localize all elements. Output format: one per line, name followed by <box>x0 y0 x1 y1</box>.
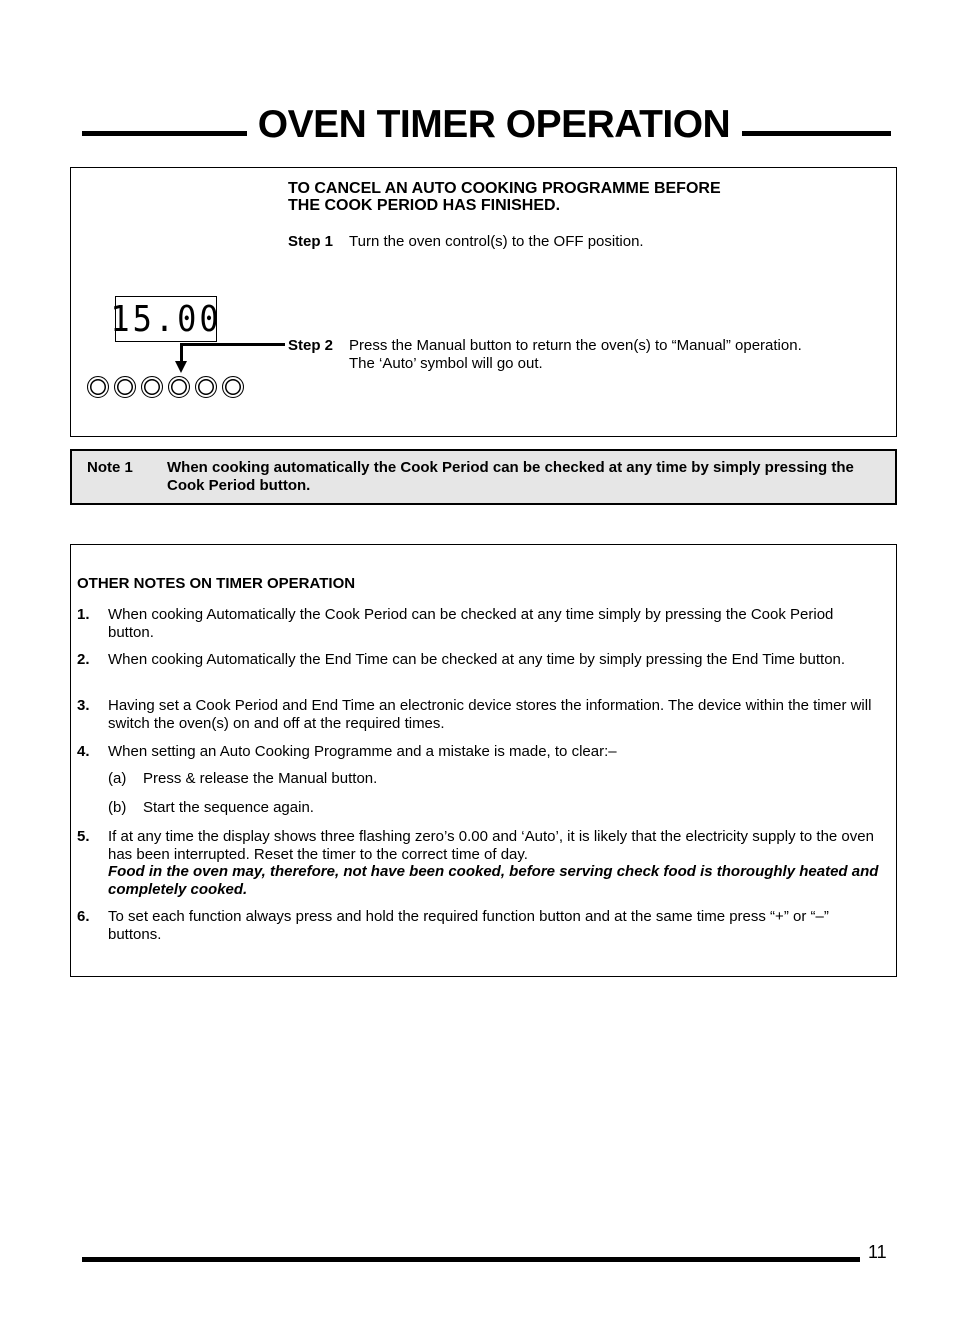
item-text: Having set a Cook Period and End Time an electronic device stores the information. The device within the timer will switch the oven(s) on and off at the required times. <box>108 697 872 732</box>
timer-button <box>114 376 136 398</box>
timer-display <box>110 296 222 342</box>
sub-item-letter: (b) <box>108 799 127 816</box>
title-rule-left <box>82 131 247 136</box>
timer-button <box>141 376 163 398</box>
timer-buttons <box>87 376 244 398</box>
cancel-heading <box>288 180 808 214</box>
item-text-main: If at any time the display shows three flashing zero’s 0.00 and ‘Auto’, it is likely that the electricity supply to the oven has been interrupted. Reset the timer to the correct time of day. <box>108 828 874 863</box>
cancel-programme-panel <box>70 167 897 437</box>
item-text: When setting an Auto Cooking Programme and a mistake is made, to clear:– <box>108 743 617 760</box>
arrow-down-icon <box>175 361 187 373</box>
manual-timer-button <box>168 376 190 398</box>
item-text: When cooking Automatically the End Time can be checked at any time by simply pressing the End Time button. <box>108 651 846 668</box>
item-warning: Food in the oven may, therefore, not have been cooked, before serving check food is thoroughly heated and completely cooked. <box>108 863 879 898</box>
item-number: 2. <box>77 651 90 668</box>
sub-item-text: Press & release the Manual button. <box>143 770 378 787</box>
cancel-heading-line2: THE COOK PERIOD HAS FINISHED. <box>288 197 561 214</box>
item-number: 4. <box>77 743 90 760</box>
other-notes-heading: OTHER NOTES ON TIMER OPERATION <box>77 575 356 592</box>
title-rule-right <box>742 131 891 136</box>
page-title: OVEN TIMER OPERATION <box>257 103 731 146</box>
pointer-line <box>181 343 285 346</box>
timer-button <box>195 376 217 398</box>
step-2-text-line1: Press the Manual button to return the oven(s) to “Manual” operation. <box>349 337 802 354</box>
note-text: When cooking automatically the Cook Period can be checked at any time by simply pressing the Cook Period button. <box>167 459 854 494</box>
note-panel <box>70 449 897 505</box>
item-number: 3. <box>77 697 90 714</box>
page-number: 11 <box>868 1242 887 1262</box>
step-2-label: Step 2 <box>288 337 334 354</box>
step-2-text <box>349 337 869 373</box>
note-label: Note 1 <box>87 459 133 476</box>
item-number: 1. <box>77 606 90 623</box>
timer-button <box>87 376 109 398</box>
sub-item-text: Start the sequence again. <box>143 799 314 816</box>
footer-rule <box>82 1257 860 1262</box>
item-number: 6. <box>77 908 90 925</box>
timer-button <box>222 376 244 398</box>
item-text <box>108 828 883 898</box>
step-1-text: Turn the oven control(s) to the OFF position. <box>349 233 644 250</box>
item-text: When cooking Automatically the Cook Period can be checked at any time simply by pressing the Cook Period button. <box>108 606 834 641</box>
cancel-heading-line1: TO CANCEL AN AUTO COOKING PROGRAMME BEFORE <box>288 180 721 197</box>
other-notes-panel <box>70 544 897 977</box>
timer-display-value: 15.00 <box>110 298 222 340</box>
item-text: To set each function always press and hold the required function button and at the same time press “+” or “–” buttons. <box>108 908 829 943</box>
step-2-text-line2: The ‘Auto’ symbol will go out. <box>349 355 543 372</box>
sub-item-letter: (a) <box>108 770 127 787</box>
item-number: 5. <box>77 828 90 845</box>
step-1-label: Step 1 <box>288 233 334 250</box>
